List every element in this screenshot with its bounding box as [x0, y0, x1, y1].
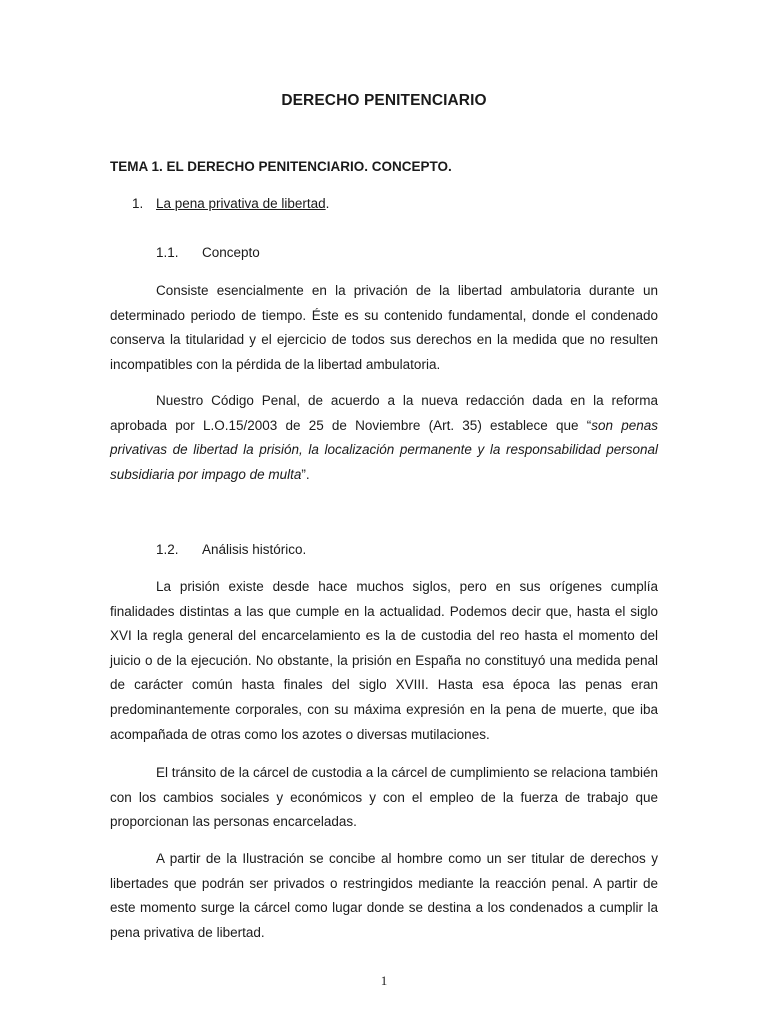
section-title: La pena privativa de libertad — [156, 196, 326, 211]
subsection-heading-historico — [156, 542, 306, 557]
paragraph-historia: La prisión existe desde hace muchos siglos, pero en sus orígenes cumplía finalidades distintas a las que cumple en la actualidad. Podemos decir que, hasta el siglo XVI la regla general del encarcelamiento es la de custodia del reo hasta el momento del juicio o de la ejecución. No obstante, la prisión en España no constituyó una medida penal de carácter común hasta finales del siglo XVIII. Hasta esa época las penas eran predominantemente corporales, con su máxima expresión en la pena de muerte, que iba acompañada de otras como los azotes o diversas mutilaciones. — [110, 579, 658, 742]
paragraph-ilustracion: A partir de la Ilustración se concibe al hombre como un ser titular de derechos y libertades que podrán ser privados o restringidos mediante la reacción penal. A partir de este momento surge la cárcel como lugar donde se destina a los condenados a cumplir la pena privativa de libertad. — [110, 851, 658, 940]
paragraph-concept: Consiste esencialmente en la privación de la libertad ambulatoria durante un determinado periodo de tiempo. Éste es su contenido fundamental, donde el condenado conserva la titularidad y el ejercicio de todos sus derechos en la medida que no resulten incompatibles con la pérdida de la libertad ambulatoria. — [110, 283, 658, 372]
paragraph-transito: El tránsito de la cárcel de custodia a la cárcel de cumplimiento se relaciona también con los cambios sociales y económicos y con el empleo de la fuerza de trabajo que proporcionan las personas encarceladas. — [110, 765, 658, 830]
quoted-article: son penas privativas de libertad la prisión, la localización permanente y la responsabilidad personal subsidiaria por impago de multa — [110, 417, 658, 482]
paragraph-text-end: ”. — [301, 466, 310, 482]
section-heading — [132, 196, 329, 211]
chapter-heading: TEMA 1. EL DERECHO PENITENCIARIO. CONCEPTO. — [110, 159, 452, 174]
document-page — [110, 0, 658, 1024]
document-title: DERECHO PENITENCIARIO — [281, 92, 487, 109]
paragraph-text: Nuestro Código Penal, de acuerdo a la nueva redacción dada en la reforma aprobada por L.O.15/2003 de 25 de Noviembre (Art. 35) establece que “ — [110, 393, 658, 433]
page-number: 1 — [380, 973, 388, 988]
section-number: 1. — [132, 196, 144, 211]
subsection-heading-concepto — [156, 245, 260, 260]
subsection-title: Análisis histórico. — [202, 542, 307, 557]
paragraph-codigo-penal — [110, 389, 658, 487]
subsection-number: 1.1. — [156, 245, 179, 260]
subsection-title: Concepto — [202, 245, 260, 260]
section-title-period: . — [325, 196, 330, 211]
subsection-number: 1.2. — [156, 542, 179, 557]
